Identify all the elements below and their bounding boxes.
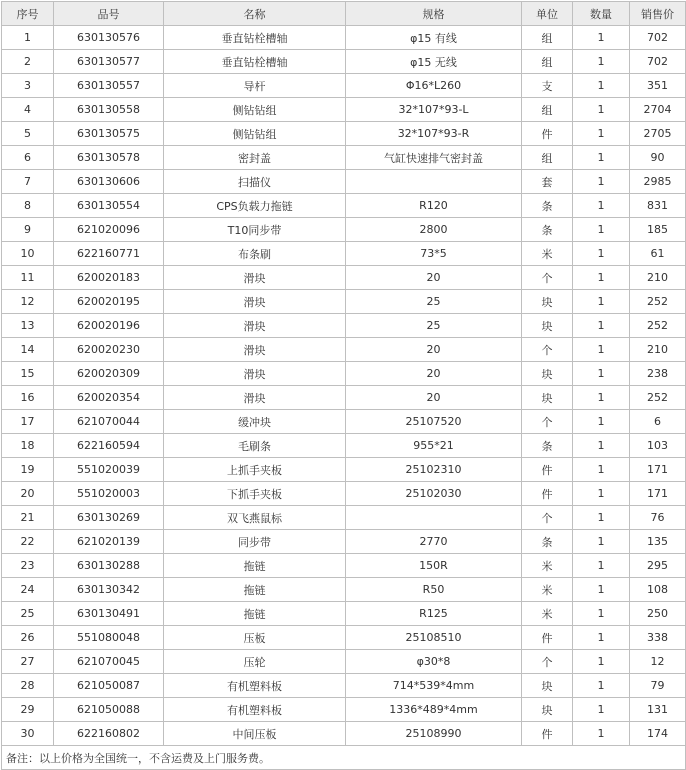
cell-index: 16 [2,386,54,410]
price-table [1,1,686,770]
cell-name: 缓冲块 [164,410,346,434]
cell-price: 295 [630,554,686,578]
cell-spec [346,170,522,194]
cell-price: 76 [630,506,686,530]
cell-unit: 米 [522,242,573,266]
cell-quantity: 1 [573,722,630,746]
cell-price: 135 [630,530,686,554]
table-row [2,26,686,50]
cell-unit: 条 [522,194,573,218]
table-row [2,482,686,506]
cell-part-number: 630130557 [54,74,164,98]
cell-unit: 米 [522,602,573,626]
cell-spec: 20 [346,338,522,362]
cell-unit: 块 [522,698,573,722]
cell-index: 9 [2,218,54,242]
cell-part-number: 620020309 [54,362,164,386]
cell-price: 831 [630,194,686,218]
cell-name: 垂直钻栓槽轴 [164,26,346,50]
note-text: 备注：以上价格为全国统一，不含运费及上门服务费。 [2,746,686,770]
cell-index: 12 [2,290,54,314]
cell-quantity: 1 [573,218,630,242]
cell-spec: 25 [346,314,522,338]
cell-unit: 块 [522,386,573,410]
cell-spec: 150R [346,554,522,578]
cell-price: 351 [630,74,686,98]
cell-unit: 件 [522,482,573,506]
table-row [2,458,686,482]
cell-index: 24 [2,578,54,602]
cell-quantity: 1 [573,26,630,50]
table-row [2,506,686,530]
cell-index: 22 [2,530,54,554]
cell-spec: 1336*489*4mm [346,698,522,722]
table-row [2,242,686,266]
cell-quantity: 1 [573,530,630,554]
cell-quantity: 1 [573,98,630,122]
cell-unit: 条 [522,530,573,554]
cell-price: 2705 [630,122,686,146]
cell-name: 拖链 [164,578,346,602]
table-row [2,74,686,98]
cell-name: 布条刷 [164,242,346,266]
cell-part-number: 630130575 [54,122,164,146]
table-row [2,218,686,242]
cell-part-number: 621050088 [54,698,164,722]
cell-index: 15 [2,362,54,386]
cell-unit: 件 [522,122,573,146]
cell-part-number: 622160802 [54,722,164,746]
cell-name: 滑块 [164,314,346,338]
cell-price: 338 [630,626,686,650]
cell-name: 拖链 [164,554,346,578]
cell-spec: 20 [346,386,522,410]
cell-name: 滑块 [164,362,346,386]
cell-index: 25 [2,602,54,626]
cell-price: 252 [630,314,686,338]
cell-name: CPS负载力拖链 [164,194,346,218]
cell-part-number: 621070045 [54,650,164,674]
cell-part-number: 621020139 [54,530,164,554]
cell-name: 下抓手夹板 [164,482,346,506]
cell-spec: 714*539*4mm [346,674,522,698]
cell-quantity: 1 [573,194,630,218]
cell-part-number: 551020003 [54,482,164,506]
cell-price: 2985 [630,170,686,194]
cell-name: 双飞燕鼠标 [164,506,346,530]
cell-spec: φ30*8 [346,650,522,674]
cell-unit: 米 [522,578,573,602]
cell-price: 174 [630,722,686,746]
cell-spec: R120 [346,194,522,218]
table-row [2,146,686,170]
cell-name: 滑块 [164,266,346,290]
cell-price: 108 [630,578,686,602]
cell-name: 中间压板 [164,722,346,746]
cell-index: 7 [2,170,54,194]
cell-index: 6 [2,146,54,170]
table-row [2,290,686,314]
cell-index: 8 [2,194,54,218]
cell-index: 20 [2,482,54,506]
table-row [2,410,686,434]
cell-spec: φ15 有线 [346,26,522,50]
table-row [2,434,686,458]
cell-unit: 件 [522,458,573,482]
cell-index: 21 [2,506,54,530]
cell-index: 29 [2,698,54,722]
cell-quantity: 1 [573,242,630,266]
table-row [2,170,686,194]
cell-part-number: 630130576 [54,26,164,50]
note-row [2,746,686,770]
table-row [2,602,686,626]
cell-spec: 25108510 [346,626,522,650]
cell-unit: 块 [522,674,573,698]
cell-part-number: 630130554 [54,194,164,218]
cell-quantity: 1 [573,50,630,74]
cell-index: 5 [2,122,54,146]
cell-index: 17 [2,410,54,434]
cell-index: 18 [2,434,54,458]
cell-name: 扫描仪 [164,170,346,194]
cell-unit: 组 [522,98,573,122]
cell-price: 2704 [630,98,686,122]
table-row [2,626,686,650]
cell-unit: 个 [522,650,573,674]
cell-price: 252 [630,386,686,410]
cell-quantity: 1 [573,506,630,530]
cell-price: 210 [630,338,686,362]
cell-unit: 块 [522,314,573,338]
cell-unit: 组 [522,26,573,50]
cell-spec: 20 [346,266,522,290]
cell-part-number: 630130577 [54,50,164,74]
table-row [2,266,686,290]
cell-name: 垂直钻栓槽轴 [164,50,346,74]
table-row [2,722,686,746]
cell-name: 压轮 [164,650,346,674]
cell-unit: 组 [522,146,573,170]
cell-price: 61 [630,242,686,266]
cell-spec: 25108990 [346,722,522,746]
cell-index: 10 [2,242,54,266]
cell-index: 3 [2,74,54,98]
cell-name: 毛刷条 [164,434,346,458]
cell-quantity: 1 [573,74,630,98]
cell-part-number: 622160594 [54,434,164,458]
cell-part-number: 551080048 [54,626,164,650]
cell-quantity: 1 [573,650,630,674]
cell-quantity: 1 [573,602,630,626]
cell-spec: R50 [346,578,522,602]
cell-spec: 73*5 [346,242,522,266]
cell-quantity: 1 [573,122,630,146]
cell-spec: R125 [346,602,522,626]
table-row [2,530,686,554]
cell-price: 131 [630,698,686,722]
cell-quantity: 1 [573,434,630,458]
cell-part-number: 621050087 [54,674,164,698]
header-part-number: 品号 [54,2,164,26]
cell-name: 滑块 [164,338,346,362]
cell-price: 79 [630,674,686,698]
cell-name: 导杆 [164,74,346,98]
cell-quantity: 1 [573,626,630,650]
cell-part-number: 621070044 [54,410,164,434]
cell-price: 185 [630,218,686,242]
cell-quantity: 1 [573,482,630,506]
cell-quantity: 1 [573,674,630,698]
cell-unit: 块 [522,290,573,314]
cell-spec: 32*107*93-L [346,98,522,122]
cell-quantity: 1 [573,554,630,578]
cell-quantity: 1 [573,290,630,314]
table-row [2,122,686,146]
cell-spec [346,506,522,530]
cell-quantity: 1 [573,386,630,410]
header-unit: 单位 [522,2,573,26]
cell-price: 702 [630,26,686,50]
cell-index: 23 [2,554,54,578]
cell-part-number: 620020354 [54,386,164,410]
table-row [2,338,686,362]
cell-quantity: 1 [573,314,630,338]
cell-index: 26 [2,626,54,650]
table-row [2,50,686,74]
cell-index: 27 [2,650,54,674]
cell-unit: 个 [522,338,573,362]
header-index: 序号 [2,2,54,26]
header-name: 名称 [164,2,346,26]
cell-part-number: 630130558 [54,98,164,122]
cell-name: 滑块 [164,386,346,410]
table-row [2,362,686,386]
cell-spec: Φ16*L260 [346,74,522,98]
cell-spec: 20 [346,362,522,386]
cell-name: 拖链 [164,602,346,626]
cell-spec: 25102310 [346,458,522,482]
table-row [2,650,686,674]
cell-spec: 25107520 [346,410,522,434]
cell-price: 250 [630,602,686,626]
table-row [2,674,686,698]
cell-name: T10同步带 [164,218,346,242]
cell-quantity: 1 [573,338,630,362]
cell-name: 侧钻钻组 [164,98,346,122]
cell-price: 171 [630,482,686,506]
cell-quantity: 1 [573,698,630,722]
cell-spec: 25102030 [346,482,522,506]
cell-index: 28 [2,674,54,698]
cell-unit: 条 [522,218,573,242]
cell-spec: 25 [346,290,522,314]
cell-part-number: 630130342 [54,578,164,602]
cell-spec: 32*107*93-R [346,122,522,146]
cell-index: 13 [2,314,54,338]
cell-unit: 米 [522,554,573,578]
cell-part-number: 622160771 [54,242,164,266]
cell-unit: 个 [522,506,573,530]
cell-name: 滑块 [164,290,346,314]
cell-unit: 条 [522,434,573,458]
cell-name: 上抓手夹板 [164,458,346,482]
cell-spec: φ15 无线 [346,50,522,74]
cell-quantity: 1 [573,458,630,482]
cell-index: 2 [2,50,54,74]
cell-unit: 支 [522,74,573,98]
header-spec: 规格 [346,2,522,26]
cell-price: 6 [630,410,686,434]
cell-name: 侧钻钻组 [164,122,346,146]
cell-price: 210 [630,266,686,290]
cell-part-number: 621020096 [54,218,164,242]
cell-name: 有机塑料板 [164,674,346,698]
cell-unit: 件 [522,626,573,650]
cell-part-number: 551020039 [54,458,164,482]
cell-part-number: 630130269 [54,506,164,530]
cell-spec: 2770 [346,530,522,554]
cell-part-number: 620020196 [54,314,164,338]
table-row [2,386,686,410]
table-body [2,26,686,746]
cell-price: 90 [630,146,686,170]
cell-index: 1 [2,26,54,50]
cell-unit: 个 [522,410,573,434]
cell-index: 14 [2,338,54,362]
cell-unit: 块 [522,362,573,386]
cell-name: 密封盖 [164,146,346,170]
cell-unit: 件 [522,722,573,746]
cell-price: 238 [630,362,686,386]
cell-price: 103 [630,434,686,458]
table-footer [2,746,686,770]
cell-price: 702 [630,50,686,74]
cell-part-number: 630130491 [54,602,164,626]
cell-name: 同步带 [164,530,346,554]
table-row [2,314,686,338]
cell-index: 11 [2,266,54,290]
table-row [2,194,686,218]
header-quantity: 数量 [573,2,630,26]
cell-part-number: 620020230 [54,338,164,362]
table-row [2,98,686,122]
cell-part-number: 620020183 [54,266,164,290]
header-row [2,2,686,26]
cell-price: 171 [630,458,686,482]
cell-spec: 气缸快速排气密封盖 [346,146,522,170]
table-row [2,698,686,722]
cell-spec: 955*21 [346,434,522,458]
cell-price: 252 [630,290,686,314]
cell-quantity: 1 [573,362,630,386]
cell-unit: 组 [522,50,573,74]
cell-spec: 2800 [346,218,522,242]
cell-part-number: 620020195 [54,290,164,314]
cell-quantity: 1 [573,266,630,290]
cell-part-number: 630130288 [54,554,164,578]
cell-quantity: 1 [573,170,630,194]
cell-index: 30 [2,722,54,746]
table-header [2,2,686,26]
cell-name: 有机塑料板 [164,698,346,722]
cell-unit: 套 [522,170,573,194]
cell-quantity: 1 [573,410,630,434]
table-row [2,554,686,578]
cell-part-number: 630130578 [54,146,164,170]
cell-name: 压板 [164,626,346,650]
cell-index: 4 [2,98,54,122]
cell-unit: 个 [522,266,573,290]
table-row [2,578,686,602]
cell-quantity: 1 [573,578,630,602]
cell-quantity: 1 [573,146,630,170]
cell-price: 12 [630,650,686,674]
header-price: 销售价 [630,2,686,26]
cell-part-number: 630130606 [54,170,164,194]
cell-index: 19 [2,458,54,482]
